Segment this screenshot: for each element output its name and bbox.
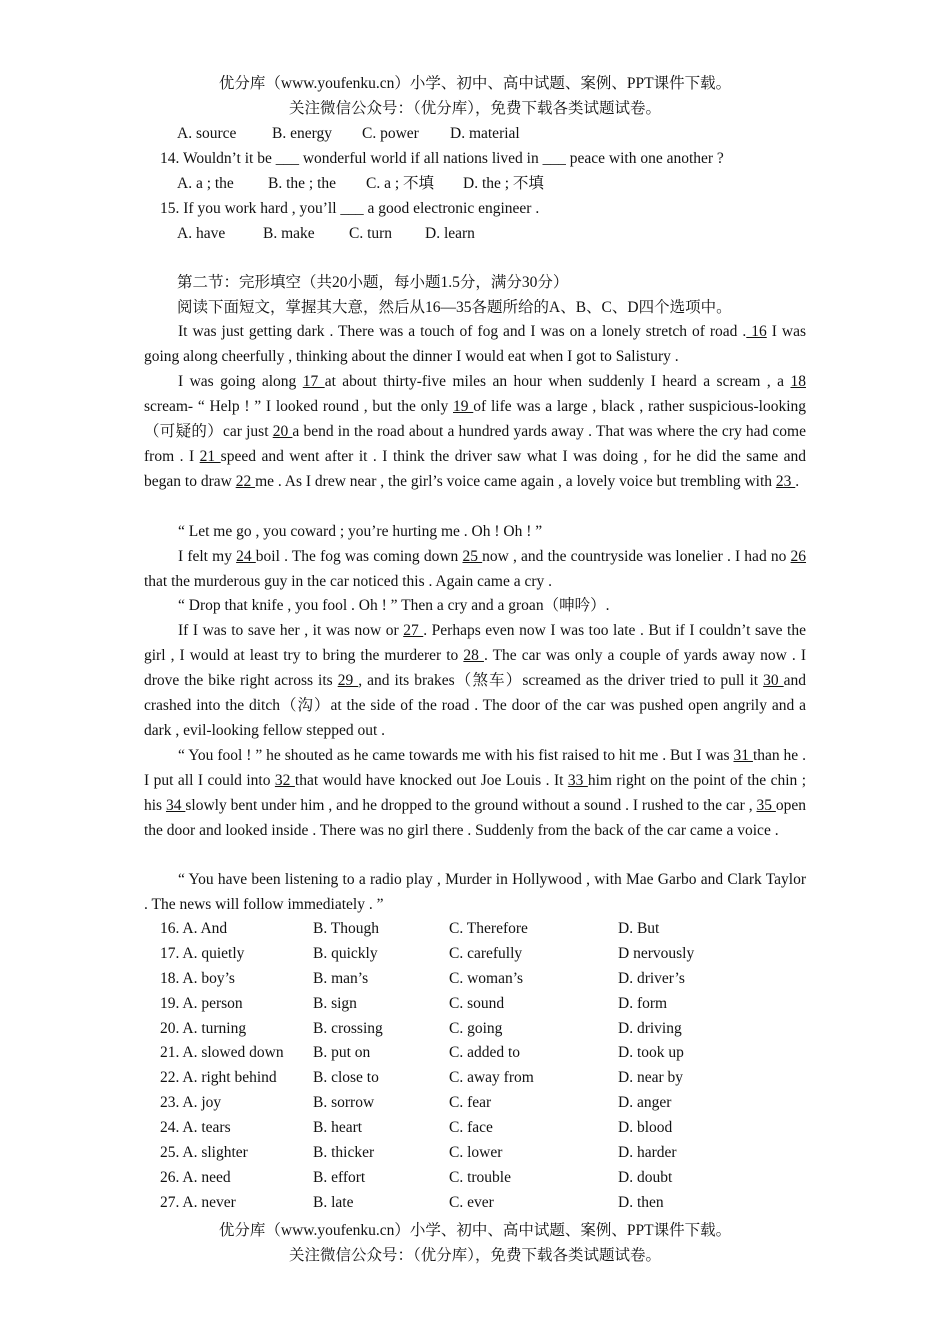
passage-text: boil . The fog was coming down xyxy=(255,548,463,565)
blank-22: 22 xyxy=(235,472,256,490)
passage-text: I felt my xyxy=(178,548,237,565)
blank-16: 16 xyxy=(746,323,767,340)
option-a: 26. A. need xyxy=(160,1168,231,1186)
passage-paragraph-8 xyxy=(144,868,806,918)
option-d: D. harder xyxy=(618,1144,677,1162)
blank-27: 27 xyxy=(403,622,424,639)
q14-option-b: B. the ; the xyxy=(268,175,337,192)
passage-text: open the door and looked inside . There was no girl there . Suddenly from the back of the car came a voice . xyxy=(144,796,806,839)
q15-option-c: C. turn xyxy=(349,225,393,242)
q14-option-a: A. a ; the xyxy=(177,175,234,192)
passage-text: , and its brakes（煞车）screamed as the driver tried to pull it xyxy=(358,671,764,689)
header-line-2: 关注微信公众号：（优分库），免费下载各类试题试卷。 xyxy=(288,100,661,117)
q15-option-b: B. make xyxy=(263,225,315,242)
option-c: C. Therefore xyxy=(449,920,528,937)
option-a: 16. A. And xyxy=(160,920,228,937)
option-a: 19. A. person xyxy=(160,994,243,1012)
footer-line-1: 优分库（www.youfenku.cn）小学、初中、高中试题、案例、PPT课件下载。 xyxy=(218,1222,732,1239)
option-c: C. fear xyxy=(449,1094,492,1112)
passage-text: . The car was only a couple of yards away now . I drove the bike right across its xyxy=(144,646,807,689)
option-c: C. carefully xyxy=(449,944,523,962)
passage-text: If I was to save her , it was now or xyxy=(178,622,404,639)
option-d: D. driving xyxy=(618,1019,682,1037)
blank-35: 35 xyxy=(756,796,776,814)
option-b: B. sorrow xyxy=(313,1094,375,1112)
option-d: D. blood xyxy=(618,1119,673,1137)
option-b: B. late xyxy=(313,1193,354,1211)
option-d: D. driver’s xyxy=(618,969,685,987)
passage-text: . xyxy=(795,472,800,490)
option-b: B. crossing xyxy=(313,1019,383,1037)
passage-text: at about thirty-five miles an hour when suddenly I heard a scream , a xyxy=(324,373,791,390)
option-c: C. woman’s xyxy=(449,969,524,987)
header-line-1: 优分库（www.youfenku.cn）小学、初中、高中试题、案例、PPT课件下载。 xyxy=(218,75,732,92)
blank-26: 26 xyxy=(790,548,807,565)
passage-text: speed and went after it . I think the driver saw what I was doing , for he did the same and began to draw xyxy=(144,447,807,490)
option-b: B. Though xyxy=(313,920,380,937)
blank-24: 24 xyxy=(236,548,256,565)
q15-option-a: A. have xyxy=(177,225,226,242)
passage-paragraph-6 xyxy=(144,619,806,744)
blank-18: 18 xyxy=(790,373,806,390)
option-b: B. effort xyxy=(313,1168,366,1186)
blank-20: 20 xyxy=(272,422,293,440)
passage-text: me . As I drew near , the girl’s voice came again , a lovely voice but trembling with xyxy=(255,472,776,490)
option-a: 25. A. slighter xyxy=(160,1144,248,1162)
option-a: 21. A. slowed down xyxy=(160,1044,284,1062)
passage-text: now , and the countryside was lonelier . I had no xyxy=(482,548,791,565)
passage-text: It was just getting dark . There was a touch of fog and I was on a lonely stretch of road . xyxy=(178,323,747,340)
option-c: C. sound xyxy=(449,994,505,1012)
passage-text: that the murderous guy in the car noticed this . Again came a cry . xyxy=(144,572,553,590)
option-b: B. close to xyxy=(313,1069,379,1087)
blank-33: 33 xyxy=(567,771,588,789)
passage-text: “ Drop that knife , you fool . Oh ! ” Then a cry and a groan（呻吟）. xyxy=(178,597,610,614)
q14-option-d: D. the ; 不填 xyxy=(463,175,544,192)
blank-31: 31 xyxy=(733,747,753,764)
passage-text: than he . I put all I could into xyxy=(144,747,807,789)
option-c: C. added to xyxy=(449,1044,521,1062)
blank-32: 32 xyxy=(274,771,295,789)
option-b: B. heart xyxy=(313,1119,363,1137)
option-c: C. trouble xyxy=(449,1168,511,1186)
q13-option-b: B. energy xyxy=(272,125,332,142)
option-b: B. put on xyxy=(313,1044,371,1062)
option-b: B. man’s xyxy=(313,969,369,987)
passage-text: and crashed into the ditch（沟）at the side of the road . The door of the car was pushed open angrily and a dark , evil-looking fellow stepped out . xyxy=(144,671,807,739)
passage-paragraph-5 xyxy=(144,594,806,619)
q13-option-d: D. material xyxy=(450,125,520,142)
option-b: B. thicker xyxy=(313,1144,375,1162)
q14-stem: 14. Wouldn’t it be ___ wonderful world if all nations lived in ___ peace with one another ? xyxy=(160,150,724,167)
option-a: 27. A. never xyxy=(160,1193,236,1211)
passage-text: him right on the point of the chin ; his xyxy=(144,771,807,814)
blank-34: 34 xyxy=(165,796,186,814)
option-a: 24. A. tears xyxy=(160,1119,231,1137)
option-c: C. lower xyxy=(449,1144,503,1162)
blank-30: 30 xyxy=(763,671,784,689)
blank-17: 17 xyxy=(302,373,325,390)
passage-text: slowly bent under him , and he dropped to the ground without a sound . I rushed to the car , xyxy=(185,796,757,814)
option-b: B. quickly xyxy=(313,944,378,962)
q15-stem: 15. If you work hard , you’ll ___ a good electronic engineer . xyxy=(160,200,540,217)
option-d: D. But xyxy=(618,920,660,937)
option-d: D. near by xyxy=(618,1069,683,1087)
option-d: D. form xyxy=(618,994,668,1012)
blank-29: 29 xyxy=(337,671,359,689)
passage-paragraph-4 xyxy=(144,545,806,595)
option-c: C. away from xyxy=(449,1069,534,1087)
passage-paragraph-3 xyxy=(144,520,806,545)
passage-text: “ You have been listening to a radio play , Murder in Hollywood , with Mae Garbo and Clark Taylor . The news will follow immediately . ” xyxy=(144,871,806,913)
option-c: C. going xyxy=(449,1019,503,1037)
footer-line-2: 关注微信公众号：（优分库），免费下载各类试题试卷。 xyxy=(288,1247,661,1264)
q15-option-d: D. learn xyxy=(425,225,475,242)
passage-paragraph-2 xyxy=(144,370,806,495)
option-d: D. took up xyxy=(618,1044,684,1062)
option-a: 22. A. right behind xyxy=(160,1069,277,1087)
blank-25: 25 xyxy=(462,548,483,565)
option-d: D. doubt xyxy=(618,1168,673,1186)
blank-19: 19 xyxy=(453,397,474,415)
passage-text: I was going along xyxy=(178,373,303,390)
q13-option-a: A. source xyxy=(177,125,237,142)
passage-text: “ Let me go , you coward ; you’re hurting me . Oh ! Oh ! ” xyxy=(178,523,543,540)
passage-text: “ You fool ! ” he shouted as he came towards me with his fist raised to hit me . But I was xyxy=(178,747,734,764)
option-d: D. anger xyxy=(618,1094,672,1112)
passage-text: a bend in the road about a hundred yards away . That was where the cry had come from . I xyxy=(144,422,806,465)
q14-option-c: C. a ; 不填 xyxy=(366,175,435,192)
option-a: 20. A. turning xyxy=(160,1019,247,1037)
q13-option-c: C. power xyxy=(362,125,419,142)
passage-text: I was going along cheerfully , thinking about the dinner I would eat when I got to Salistury . xyxy=(144,323,806,365)
option-a: 17. A. quietly xyxy=(160,944,245,962)
blank-28: 28 xyxy=(463,646,484,664)
section-instruction: 阅读下面短文，掌握其大意，然后从16—35各题所给的A、B、C、D四个选项中。 xyxy=(177,299,732,316)
passage-text: that would have knocked out Joe Louis . It xyxy=(294,771,568,789)
blank-21: 21 xyxy=(199,447,221,465)
option-d: D nervously xyxy=(618,944,695,962)
passage-text: . Perhaps even now I was too late . But if I couldn’t save the girl , I would at least try to bring the murderer to xyxy=(144,622,806,664)
option-c: C. face xyxy=(449,1119,493,1137)
passage-text: of life was a large , black , rather suspicious-looking（可疑的）car just xyxy=(144,397,806,440)
option-a: 23. A. joy xyxy=(160,1094,222,1112)
blank-23: 23 xyxy=(775,472,796,490)
section-title: 第二节：完形填空（共20小题，每小题1.5分，满分30分） xyxy=(177,274,569,291)
option-b: B. sign xyxy=(313,994,357,1012)
option-d: D. then xyxy=(618,1193,664,1211)
passage-paragraph-1 xyxy=(144,320,806,370)
option-c: C. ever xyxy=(449,1193,494,1211)
option-a: 18. A. boy’s xyxy=(160,969,235,987)
passage-text: scream- “ Help ! ” I looked round , but the only xyxy=(144,397,453,415)
passage-paragraph-7 xyxy=(144,744,806,844)
